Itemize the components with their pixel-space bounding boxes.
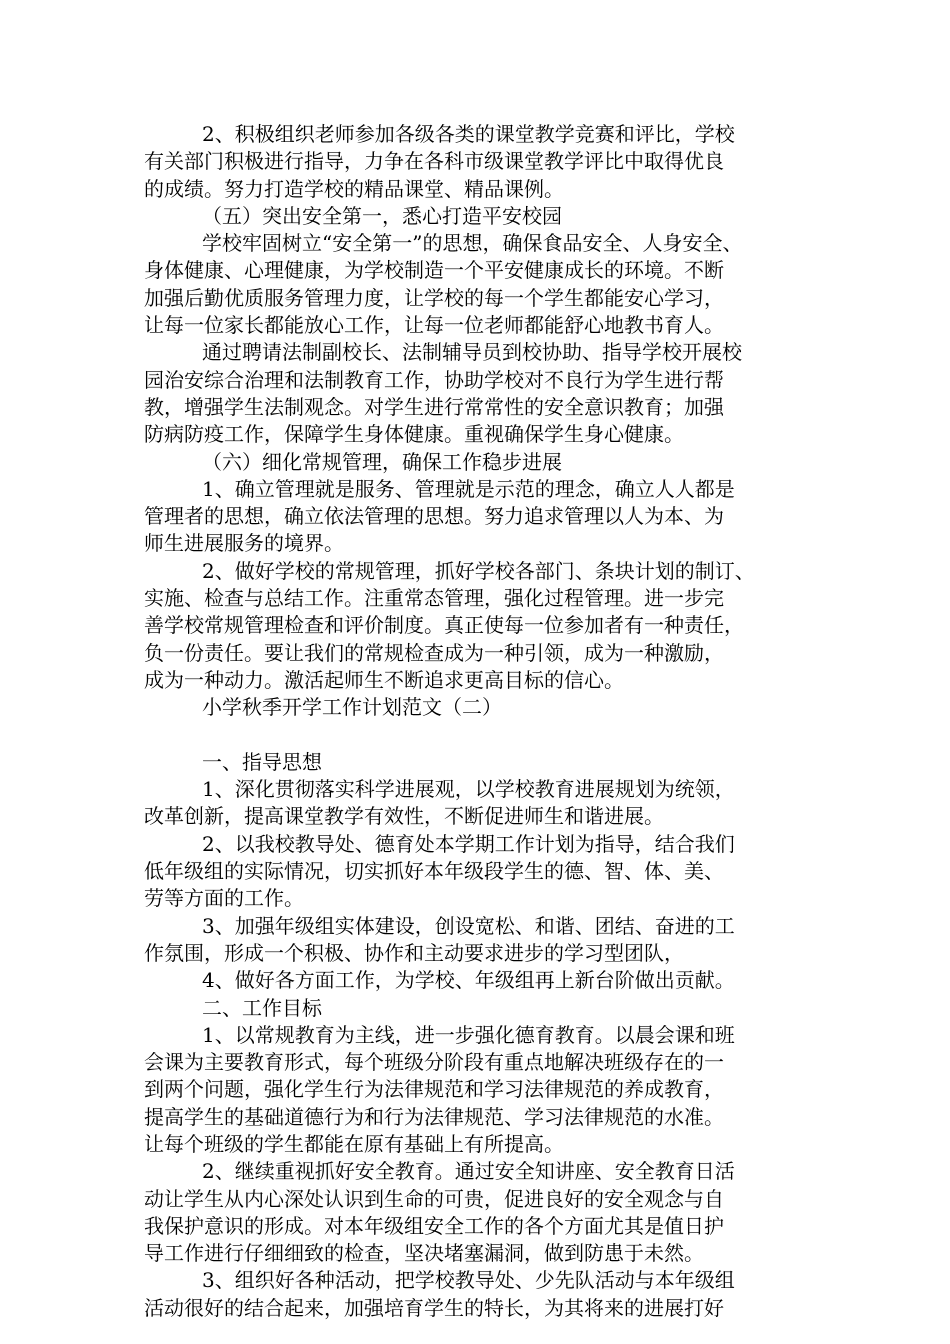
- text-line: 身体健康、心理健康，为学校制造一个平安健康成长的环境。不断: [144, 258, 724, 283]
- text-line: 教，增强学生法制观念。对学生进行常常性的安全意识教育；加强: [144, 394, 724, 419]
- text-line: 师生进展服务的境界。: [144, 531, 344, 556]
- text-line: 2、做好学校的常规管理，抓好学校各部门、条块计划的制订、: [202, 558, 755, 583]
- text-line: 导工作进行仔细细致的检查，坚决堵塞漏洞，做到防患于未然。: [144, 1241, 704, 1266]
- text-line: 小学秋季开学工作计划范文（二）: [202, 695, 502, 720]
- text-line: 管理者的思想，确立依法管理的思想。努力追求管理以人为本、为: [144, 504, 724, 529]
- text-line: 1、以常规教育为主线，进一步强化德育教育。以晨会课和班: [202, 1022, 735, 1047]
- text-line: 防病防疫工作，保障学生身体健康。重视确保学生身心健康。: [144, 422, 684, 447]
- text-line: 4、做好各方面工作，为学校、年级组再上新台阶做出贡献。: [202, 968, 735, 993]
- text-line: 作氛围，形成一个积极、协作和主动要求进步的学习型团队，: [144, 940, 684, 965]
- text-line: 成为一种动力。激活起师生不断追求更高目标的信心。: [144, 667, 624, 692]
- text-line: 动让学生从内心深处认识到生命的可贵，促进良好的安全观念与自: [144, 1186, 724, 1211]
- text-line: 1、深化贯彻落实科学进展观，以学校教育进展规划为统领，: [202, 777, 735, 802]
- text-line: 到两个问题，强化学生行为法律规范和学习法律规范的养成教育，: [144, 1077, 724, 1102]
- text-line: 让每一位家长都能放心工作，让每一位老师都能舒心地教书育人。: [144, 313, 724, 338]
- text-line: 的成绩。努力打造学校的精品课堂、精品课例。: [144, 176, 564, 201]
- text-line: （五）突出安全第一，悉心打造平安校园: [202, 203, 562, 228]
- text-line: 活动很好的结合起来，加强培育学生的特长，为其将来的进展打好: [144, 1295, 724, 1320]
- text-line: 加强后勤优质服务管理力度，让学校的每一个学生都能安心学习，: [144, 285, 724, 310]
- text-line: 2、继续重视抓好安全教育。通过安全知讲座、安全教育日活: [202, 1159, 735, 1184]
- text-line: 2、以我校教导处、德育处本学期工作计划为指导，结合我们: [202, 831, 735, 856]
- text-line: 学校牢固树立“安全第一”的思想，确保食品安全、人身安全、: [202, 231, 743, 256]
- text-line: 通过聘请法制副校长、法制辅导员到校协助、指导学校开展校: [202, 340, 742, 365]
- text-line: 提高学生的基础道德行为和行为法律规范、学习法律规范的水准。: [144, 1104, 724, 1129]
- text-line: 让每个班级的学生都能在原有基础上有所提高。: [144, 1131, 564, 1156]
- text-line: 二、工作目标: [202, 995, 322, 1020]
- text-line: 改革创新，提高课堂教学有效性，不断促进师生和谐进展。: [144, 804, 664, 829]
- text-line: 会课为主要教育形式，每个班级分阶段有重点地解决班级存在的一: [144, 1050, 724, 1075]
- text-line: 实施、检查与总结工作。注重常态管理，强化过程管理。进一步完: [144, 586, 724, 611]
- blank-line: [144, 722, 812, 749]
- text-line: 负一份责任。要让我们的常规检查成为一种引领，成为一种激励，: [144, 640, 724, 665]
- text-line: 低年级组的实际情况，切实抓好本年级段学生的德、智、体、美、: [144, 859, 724, 884]
- text-line: 我保护意识的形成。对本年级组安全工作的各个方面尤其是值日护: [144, 1213, 724, 1238]
- text-line: 1、确立管理就是服务、管理就是示范的理念，确立人人都是: [202, 476, 735, 501]
- text-line: 3、组织好各种活动，把学校教导处、少先队活动与本年级组: [202, 1268, 735, 1293]
- text-line: 2、积极组织老师参加各级各类的课堂教学竞赛和评比，学校: [202, 122, 735, 146]
- text-line: 3、加强年级组实体建设，创设宽松、和谐、团结、奋进的工: [202, 913, 735, 938]
- text-line: 有关部门积极进行指导，力争在各科市级课堂教学评比中取得优良: [144, 149, 724, 174]
- document-body: [144, 121, 812, 1322]
- text-line: 一、指导思想: [202, 749, 322, 774]
- text-line: 园治安综合治理和法制教育工作，协助学校对不良行为学生进行帮: [144, 367, 724, 392]
- text-line: （六）细化常规管理，确保工作稳步进展: [202, 449, 562, 474]
- text-line: 善学校常规管理检查和评价制度。真正使每一位参加者有一种责任，: [144, 613, 744, 638]
- text-line: 劳等方面的工作。: [144, 886, 304, 911]
